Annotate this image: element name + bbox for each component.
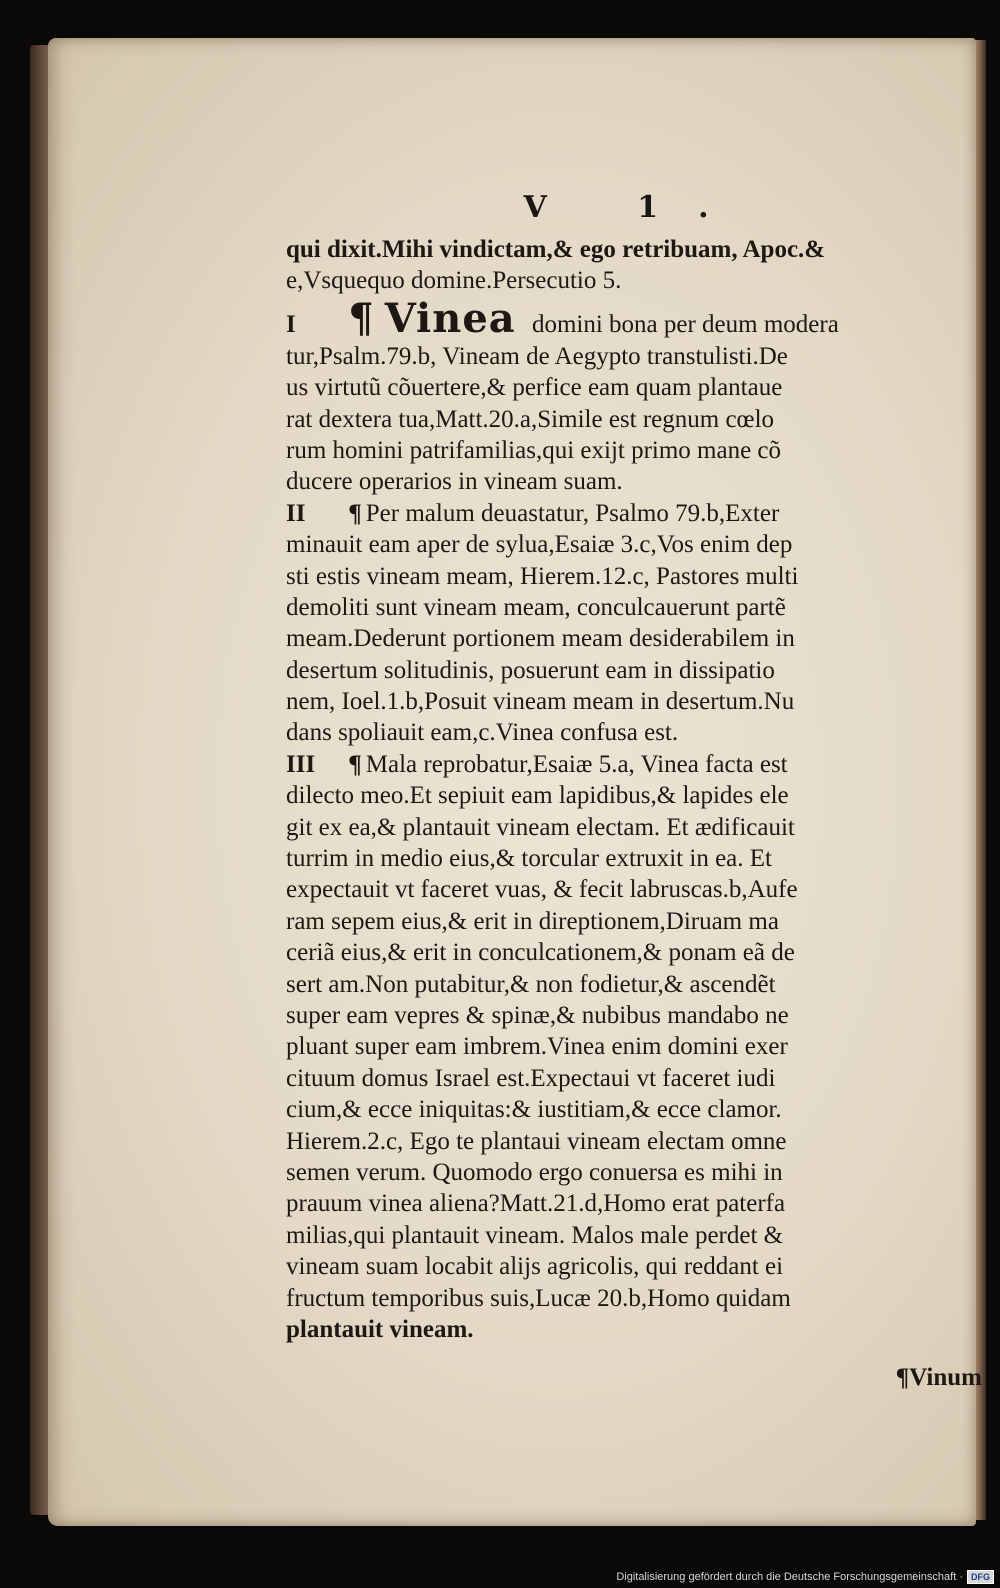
text-line: rat dextera tua,Matt.20.a,Simile est regnum cœlo	[286, 405, 775, 433]
digitization-credit	[616, 1570, 994, 1584]
text-line: demoliti sunt vineam meam, conculcauerunt partẽ	[286, 593, 786, 621]
text-line: super eam vepres & spinæ,& nubibus mandabo ne	[286, 1001, 789, 1029]
text-line: nem, Ioel.1.b,Posuit vineam meam in desertum.Nu	[286, 688, 795, 716]
text-line: milias,qui plantauit vineam. Malos male perdet &	[286, 1221, 784, 1249]
dfg-logo-icon: DFG	[967, 1570, 994, 1584]
section-numeral: I	[286, 310, 296, 338]
text-line: Hierem.2.c, Ego te plantaui vineam electam omne	[286, 1127, 787, 1155]
pilcrow-icon: ¶	[348, 294, 375, 342]
text-line: desertum solitudinis, posuerunt eam in dissipatio	[286, 656, 775, 684]
text-line: plantauit vineam.	[286, 1315, 474, 1343]
section-text: domini bona per deum modera	[531, 310, 839, 338]
pilcrow-icon: ¶	[348, 750, 362, 778]
catchword: ¶Vinum	[895, 1364, 982, 1391]
page-body	[286, 234, 986, 1345]
text-line: minauit eam aper de sylua,Esaiæ 3.c,Vos enim dep	[286, 531, 793, 559]
text-line: fructum temporibus suis,Lucæ 20.b,Homo quidam	[286, 1284, 791, 1312]
text-line: cituum domus Israel est.Expectaui vt faceret iudi	[286, 1064, 776, 1092]
running-head: V 1.	[523, 190, 749, 225]
section-numeral: III	[286, 750, 316, 778]
credit-text: Digitalisierung gefördert durch die Deutsche Forschungsgemeinschaft ·	[616, 1571, 963, 1583]
text-line: git ex ea,& plantauit vineam electam. Et ædificauit	[286, 813, 795, 841]
text-line: ceriã eius,& erit in conculcationem,& ponam eã de	[286, 939, 795, 967]
text-line: sert am.Non putabitur,& non fodietur,& ascendẽt	[286, 970, 776, 998]
section-one-heading-line	[286, 294, 986, 342]
text-line: sti estis vineam meam, Hierem.12.c, Pastores multi	[286, 562, 799, 590]
text-line: expectauit vt faceret vuas, & fecit labruscas.b,Aufe	[286, 876, 798, 904]
text-line: ram sepem eius,& erit in direptionem,Diruam ma	[286, 907, 779, 935]
text-line: meam.Dederunt portionem meam desiderabilem in	[286, 625, 795, 653]
book-page	[48, 38, 982, 1526]
text-line: semen verum. Quomodo ergo conuersa es mihi in	[286, 1158, 783, 1186]
text-line: us virtutũ cõuertere,& perfice eam quam plantaue	[286, 374, 783, 402]
text-line: pluant super eam imbrem.Vinea enim domini exer	[286, 1033, 788, 1061]
text-line: vineam suam locabit alijs agricolis, qui reddant ei	[286, 1253, 784, 1281]
text-line: turrim in medio eius,& torcular extruxit in ea. Et	[286, 845, 772, 873]
section-numeral: II	[286, 499, 306, 527]
text-line: tur,Psalm.79.b, Vineam de Aegypto transtulisti.De	[286, 342, 788, 370]
text-line: dans spoliauit eam,c.Vinea confusa est.	[286, 719, 679, 747]
text-line: rum homini patrifamilias,qui exijt primo mane cõ	[286, 436, 782, 464]
text-line: dilecto meo.Et sepiuit eam lapidibus,& lapides ele	[286, 782, 789, 810]
text-line: qui dixit.Mihi vindictam,& ego retribuam, Apoc.&	[286, 236, 826, 263]
text-line: ducere operarios in vineam suam.	[286, 468, 623, 496]
pilcrow-icon: ¶	[348, 499, 362, 527]
section-headword: Vinea	[384, 294, 516, 342]
section-text: Per malum deuastatur, Psalmo 79.b,Exter	[365, 499, 780, 527]
section-text: Mala reprobatur,Esaiæ 5.a, Vinea facta est	[365, 750, 788, 778]
section-two-heading-line	[286, 498, 986, 529]
text-line: prauum vinea aliena?Matt.21.d,Homo erat paterfa	[286, 1190, 786, 1218]
text-line: cium,& ecce iniquitas:& iustitiam,& ecce clamor.	[286, 1096, 782, 1124]
section-three-heading-line	[286, 749, 986, 780]
text-line: e,Vsquequo domine.Persecutio 5.	[286, 267, 622, 295]
